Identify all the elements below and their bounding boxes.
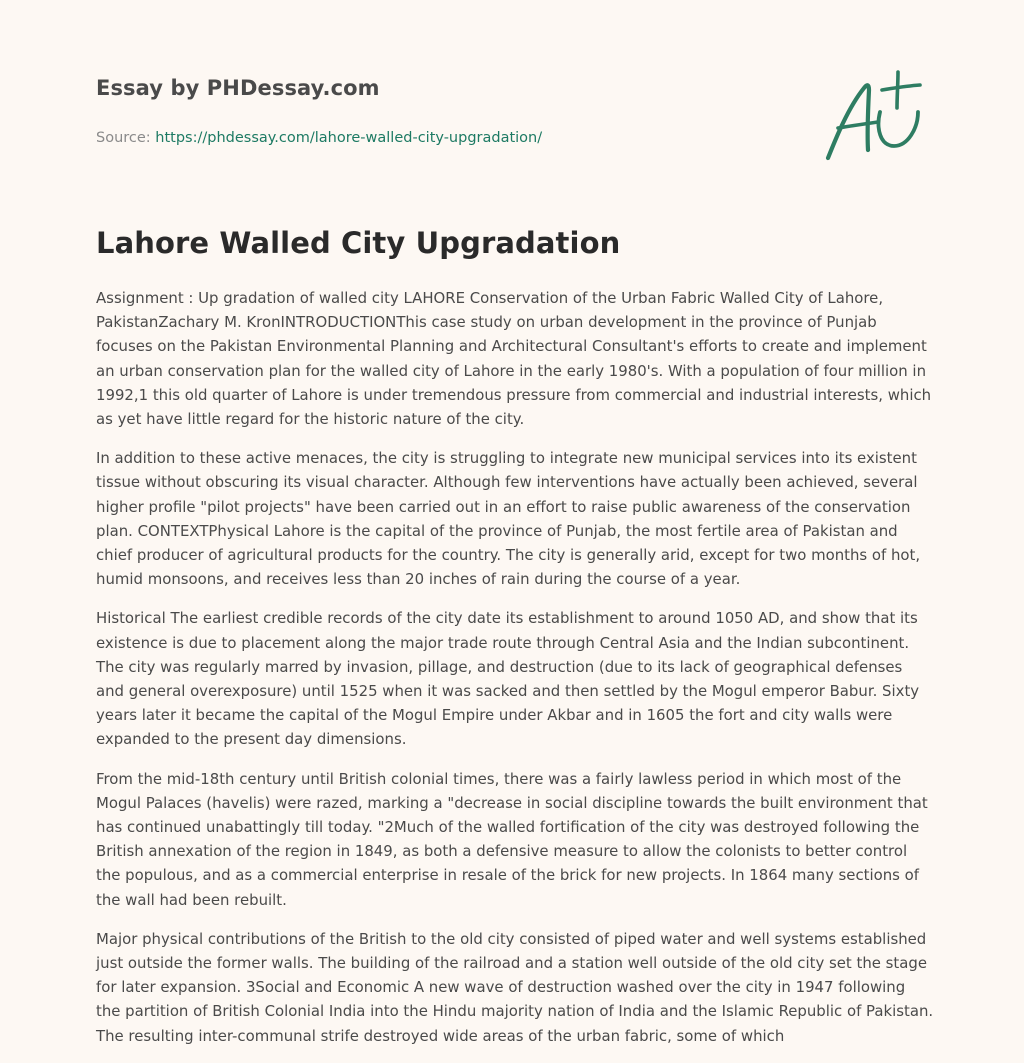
site-brand: Essay by PHDessay.com xyxy=(96,76,380,100)
essay-paragraph: Historical The earliest credible records of the city date its establishment to around 1050 AD, and show that its existence is due to placement along the major trade route through Central Asia and the Indian subcontinent. The city was regularly marred by invasion, pillage, and destruction (due to its lack of geographical defenses and general overexposure) until 1525 when it was sacked and then settled by the Mogul emperor Babur. Sixty years later it became the capital of the Mogul Empire under Akbar and in 1605 the fort and city walls were expanded to the present day dimensions. xyxy=(96,609,920,749)
source-label: Source: xyxy=(96,130,156,146)
page-header xyxy=(96,76,796,146)
source-line xyxy=(96,130,796,146)
essay-paragraph: Assignment : Up gradation of walled city LAHORE Conservation of the Urban Fabric Walled City of Lahore, PakistanZachary M. KronINTRODUCTIONThis case study on urban development in the province of Punjab focuses on the Pakistan Environmental Planning and Architectural Consultant's efforts to create and implement an urban conservation plan for the walled city of Lahore in the early 1980's. With a population of four million in 1992,1 this old quarter of Lahore is under tremendous pressure from commercial and industrial interests, which as yet have little regard for the historic nature of the city. xyxy=(96,289,932,429)
essay-paragraph: In addition to these active menaces, the city is struggling to integrate new municipal services into its existent tissue without obscuring its visual character. Although few interventions have actually been achieved, several higher profile "pilot projects" have been carried out in an effort to raise public awareness of the conservation plan. CONTEXTPhysical Lahore is the capital of the province of Punjab, the most fertile area of Pakistan and chief producer of agricultural products for the country. The city is generally arid, except for two months of hot, humid monsoons, and receives less than 20 inches of rain during the course of a year. xyxy=(96,449,921,589)
essay-body xyxy=(96,286,934,1063)
essay-title: Lahore Walled City Upgradation xyxy=(96,226,621,260)
source-link[interactable]: https://phdessay.com/lahore-walled-city-upgradation/ xyxy=(155,130,543,146)
a-plus-logo xyxy=(820,66,930,166)
essay-paragraph: From the mid-18th century until British colonial times, there was a fairly lawless period in which most of the Mogul Palaces (havelis) were razed, marking a "decrease in social discipline towards the built environment that has continued unabattingly till today. "2Much of the walled fortification of the city was destroyed following the British annexation of the region in 1849, as both a defensive measure to allow the colonists to better control the populous, and as a commercial enterprise in resale of the brick for new projects. In 1864 many sections of the wall had been rebuilt. xyxy=(96,769,928,909)
essay-paragraph: Major physical contributions of the British to the old city consisted of piped water and well systems established just outside the former walls. The building of the railroad and a station well outside of the old city set the stage for later expansion. 3Social and Economic A new wave of destruction washed over the city in 1947 following the partition of British Colonial India into the Hindu majority nation of India and the Islamic Republic of Pakistan. The resulting inter-communal strife destroyed wide areas of the urban fabric, some of which xyxy=(96,929,934,1045)
